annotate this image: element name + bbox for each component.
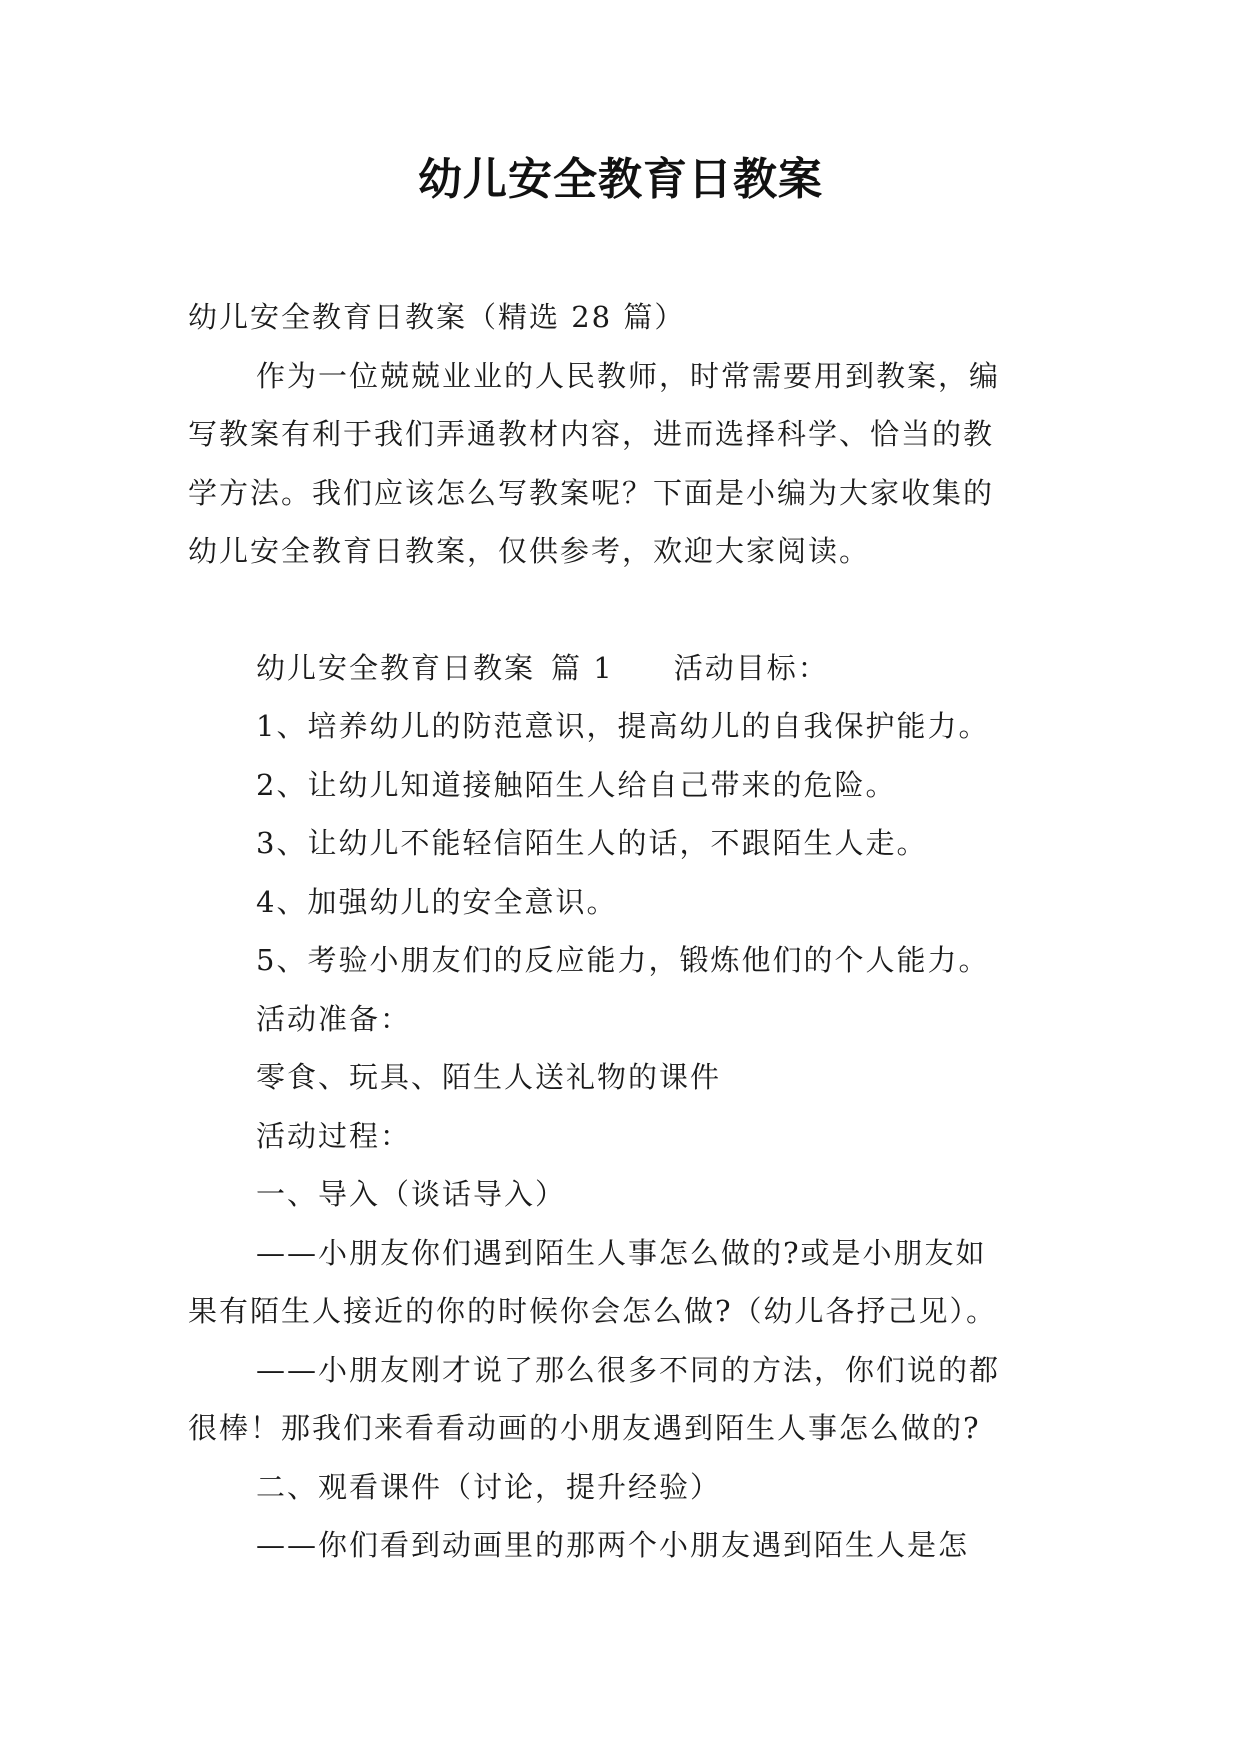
goal-item-2: 2、让幼儿知道接触陌生人给自己带来的危险。: [256, 767, 897, 802]
step1-line-3: ——小朋友刚才说了那么很多不同的方法，你们说的都: [256, 1352, 1001, 1387]
intro-line-1: 作为一位兢兢业业的人民教师，时常需要用到教案，编: [256, 358, 1001, 393]
intro-line-2: 写教案有利于我们弄通教材内容，进而选择科学、恰当的教: [188, 417, 995, 451]
document-subtitle: 幼儿安全教育日教案（精选 28 篇）: [188, 300, 686, 334]
section-name: 幼儿安全教育日教案: [256, 650, 536, 685]
step1-line-1: ——小朋友你们遇到陌生人事怎么做的?或是小朋友如: [256, 1235, 987, 1270]
goal-label: 活动目标：: [673, 650, 829, 685]
step1-line-2: 果有陌生人接近的你的时候你会怎么做?（幼儿各抒己见）。: [188, 1294, 998, 1328]
prep-text: 零食、玩具、陌生人送礼物的课件: [256, 1060, 722, 1094]
step1-line-4: 很棒！那我们来看看动画的小朋友遇到陌生人事怎么做的?: [188, 1411, 981, 1445]
section-heading: [188, 639, 1058, 698]
intro-line-4: 幼儿安全教育日教案，仅供参考，欢迎大家阅读。: [188, 534, 871, 568]
prep-label: 活动准备：: [256, 1001, 412, 1036]
step2-line-1: ——你们看到动画里的那两个小朋友遇到陌生人是怎: [256, 1528, 970, 1562]
intro-line-3: 学方法。我们应该怎么写教案呢？下面是小编为大家收集的: [188, 475, 995, 510]
document-body: [188, 288, 1058, 1575]
goal-item-5: 5、考验小朋友们的反应能力，锻炼他们的个人能力。: [256, 943, 990, 977]
step1-heading: 一、导入（谈话导入）: [256, 1177, 567, 1211]
process-label: 活动过程：: [256, 1118, 412, 1153]
goal-item-1: 1、培养幼儿的防范意识，提高幼儿的自我保护能力。: [256, 709, 990, 743]
goal-item-4: 4、加强幼儿的安全意识。: [256, 884, 618, 919]
paragraph-gap: [188, 581, 1058, 639]
goal-item-3: 3、让幼儿不能轻信陌生人的话，不跟陌生人走。: [256, 826, 928, 860]
section-number: 篇 1: [551, 650, 614, 685]
document-title: 幼儿安全教育日教案: [418, 154, 823, 205]
step2-heading: 二、观看课件（讨论，提升经验）: [256, 1469, 722, 1504]
